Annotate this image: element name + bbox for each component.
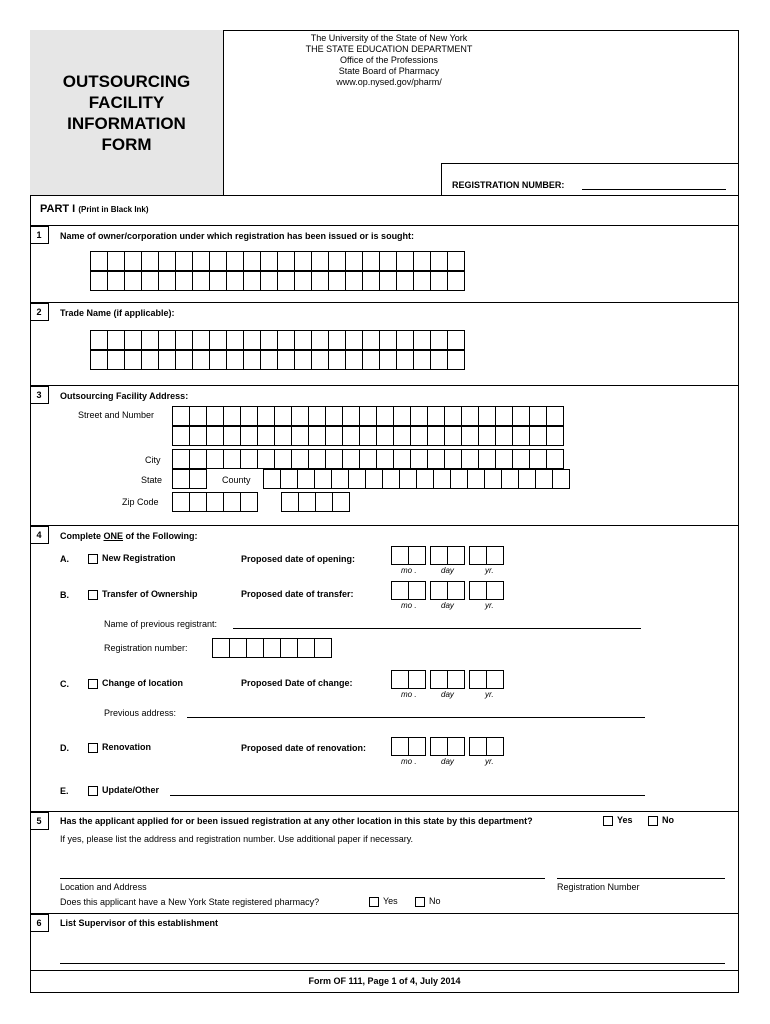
street-boxes-2[interactable] (172, 426, 563, 446)
agency-info (224, 33, 554, 88)
checkbox[interactable] (415, 897, 425, 907)
date-label: Proposed date of opening: (241, 554, 355, 564)
day-caption: day (441, 690, 454, 699)
option-label: Yes (617, 815, 633, 825)
date-label: Proposed Date of change: (241, 678, 353, 688)
yr-caption: yr. (485, 566, 494, 575)
street-boxes-1[interactable] (172, 406, 563, 426)
zip-label: Zip Code (122, 497, 159, 507)
yr-caption: yr. (485, 601, 494, 610)
date-day-boxes[interactable] (430, 737, 464, 757)
info-line: State Board of Pharmacy (338, 66, 440, 76)
new-registration-option[interactable] (88, 553, 176, 564)
registration-label: REGISTRATION NUMBER: (452, 180, 565, 190)
date-day-boxes[interactable] (430, 670, 464, 690)
owner-name-boxes-2[interactable] (90, 271, 464, 291)
registration-number-field[interactable] (582, 189, 726, 190)
option-letter: B. (60, 590, 69, 600)
info-line: THE STATE EDUCATION DEPARTMENT (305, 44, 473, 54)
complete-one-label (60, 531, 198, 541)
date-mo-boxes[interactable] (391, 670, 425, 690)
date-yr-boxes[interactable] (469, 737, 503, 757)
day-caption: day (441, 601, 454, 610)
mo-caption: mo . (401, 757, 417, 766)
date-yr-boxes[interactable] (469, 670, 503, 690)
info-url: www.op.nysed.gov/pharm/ (336, 77, 442, 87)
label-text: Complete (60, 531, 104, 541)
option-label: Yes (383, 896, 398, 906)
supervisor-label: List Supervisor of this establishment (60, 918, 219, 928)
yr-caption: yr. (485, 757, 494, 766)
option-label: Renovation (102, 742, 152, 752)
trade-name-boxes-2[interactable] (90, 350, 464, 370)
street-label: Street and Number (78, 410, 155, 420)
checkbox[interactable] (648, 816, 658, 826)
option-label: No (662, 815, 674, 825)
address-label: Outsourcing Facility Address: (60, 391, 189, 401)
mo-caption: mo . (401, 601, 417, 610)
registration-number-boxes[interactable] (212, 638, 331, 658)
option-label: New Registration (102, 553, 176, 563)
zip-ext-boxes[interactable] (281, 492, 349, 512)
location-address-field[interactable] (60, 878, 545, 879)
title-line: INFORMATION (67, 113, 186, 133)
section-number: 5 (30, 812, 49, 830)
previous-address-field[interactable] (187, 717, 645, 718)
option-letter: D. (60, 743, 69, 753)
state-boxes[interactable] (172, 469, 206, 489)
date-label: Proposed date of transfer: (241, 589, 354, 599)
day-caption: day (441, 566, 454, 575)
option-label: No (429, 896, 441, 906)
title-line: FACILITY (88, 92, 165, 112)
zip-boxes[interactable] (172, 492, 257, 512)
option-label: Change of location (102, 678, 183, 688)
registration-number-label: Registration number: (104, 643, 188, 653)
registration-number-caption: Registration Number (557, 882, 640, 892)
county-label: County (222, 475, 251, 485)
yes-option[interactable] (603, 815, 633, 826)
previous-address-label: Previous address: (104, 708, 177, 718)
change-location-option[interactable] (88, 678, 183, 689)
supervisor-field[interactable] (60, 963, 725, 964)
update-other-option[interactable] (88, 785, 159, 796)
date-day-boxes[interactable] (430, 546, 464, 566)
part-label: PART I (40, 203, 76, 215)
city-label: City (145, 455, 161, 465)
section-number: 4 (30, 526, 49, 544)
registration-number-field-2[interactable] (557, 878, 725, 879)
yr-caption: yr. (485, 690, 494, 699)
form-footer: Form OF 111, Page 1 of 4, July 2014 (308, 976, 461, 986)
trade-name-label: Trade Name (if applicable): (60, 308, 175, 318)
date-label: Proposed date of renovation: (241, 743, 367, 753)
checkbox[interactable] (88, 554, 98, 564)
option-label: Transfer of Ownership (102, 589, 198, 599)
date-day-boxes[interactable] (430, 581, 464, 601)
county-boxes[interactable] (263, 469, 569, 489)
state-label: State (141, 475, 163, 485)
previous-registrant-field[interactable] (233, 628, 641, 629)
section-number: 6 (30, 914, 49, 932)
date-mo-boxes[interactable] (391, 737, 425, 757)
title-line: FORM (101, 134, 152, 154)
update-other-field[interactable] (170, 795, 645, 796)
option-label: Update/Other (102, 785, 160, 795)
title-line: OUTSOURCING (62, 71, 191, 91)
other-location-question: Has the applicant applied for or been issued registration at any other location in this state by this department? (60, 816, 533, 826)
owner-label: Name of owner/corporation under which registration has been issued or is sought: (60, 231, 415, 241)
no-option-2[interactable] (415, 896, 441, 907)
if-yes-note: If yes, please list the address and registration number. Use additional paper if necessary. (60, 834, 414, 844)
checkbox[interactable] (88, 590, 98, 600)
date-mo-boxes[interactable] (391, 581, 425, 601)
city-boxes[interactable] (172, 449, 563, 469)
date-yr-boxes[interactable] (469, 546, 503, 566)
part-heading (40, 203, 149, 215)
trade-name-boxes-1[interactable] (90, 330, 464, 350)
section-number: 2 (30, 303, 49, 321)
yes-option-2[interactable] (369, 896, 398, 907)
option-letter: E. (60, 786, 69, 796)
checkbox[interactable] (369, 897, 379, 907)
previous-registrant-label: Name of previous registrant: (104, 619, 218, 629)
nys-pharmacy-question: Does this applicant have a New York State registered pharmacy? (60, 897, 320, 907)
checkbox[interactable] (88, 786, 98, 796)
option-letter: A. (60, 554, 69, 564)
info-line: Office of the Professions (340, 55, 438, 65)
day-caption: day (441, 757, 454, 766)
mo-caption: mo . (401, 566, 417, 575)
owner-name-boxes-1[interactable] (90, 251, 464, 271)
date-mo-boxes[interactable] (391, 546, 425, 566)
location-address-label: Location and Address (60, 882, 147, 892)
option-letter: C. (60, 679, 69, 689)
no-option[interactable] (648, 815, 674, 826)
info-line: The University of the State of New York (310, 33, 468, 43)
mo-caption: mo . (401, 690, 417, 699)
section-number: 3 (30, 386, 49, 404)
checkbox[interactable] (603, 816, 613, 826)
form-title (30, 30, 224, 195)
renovation-option[interactable] (88, 742, 151, 753)
date-yr-boxes[interactable] (469, 581, 503, 601)
transfer-option[interactable] (88, 589, 198, 600)
checkbox[interactable] (88, 679, 98, 689)
label-text: of the Following: (123, 531, 198, 541)
label-emphasis: ONE (103, 531, 124, 541)
section-number: 1 (30, 226, 49, 244)
part-note: (Print in Black Ink) (78, 205, 149, 214)
checkbox[interactable] (88, 743, 98, 753)
